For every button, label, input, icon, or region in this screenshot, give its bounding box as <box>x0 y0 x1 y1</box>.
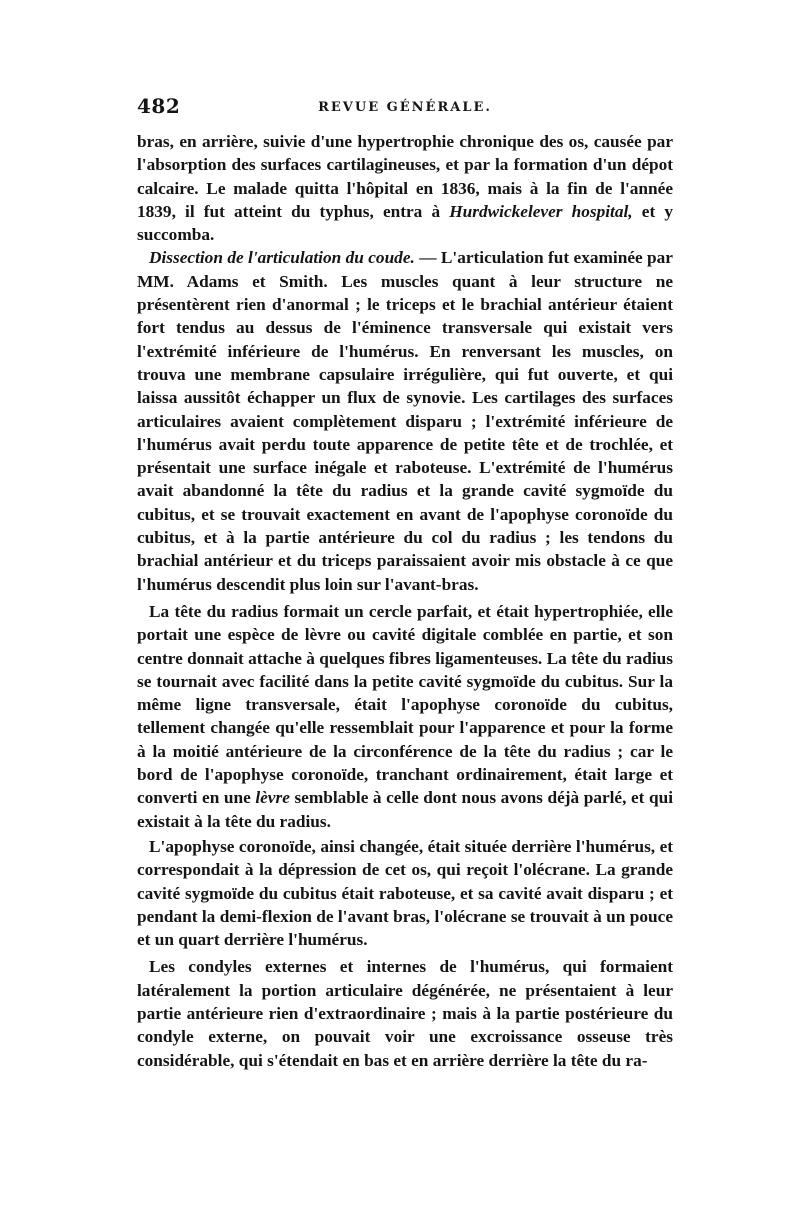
paragraph <box>137 955 673 1071</box>
paragraph <box>137 835 673 951</box>
text-run: — L'articulation fut examinée par MM. Adams et Smith. Les muscles quant à leur structure ne présentèrent rien d'anormal ; le triceps et le brachial antérieur étaient fort tendus au dessus de l'éminence transversale qui existait vers l'extrémité inférieure de l'humérus. En renversant les muscles, on trouva une membrane capsulaire irrégulière, qui fut ouverte, et qui laissa aussitôt échapper un flux de synovie. Les cartilages des surfaces articulaires avaient complètement disparu ; l'extrémité inférieure de l'humérus avait perdu toute apparence de petite tête et de trochlée, et présentait une surface inégale et raboteuse. L'extrémité de l'humérus avait abandonné la tête du radius et la grande cavité sygmoïde du cubitus, et se trouvait exactement en avant de l'apophyse coronoïde du cubitus, et à la partie antérieure du col du radius ; les tendons du brachial antérieur et du triceps paraissaient avoir mis obstacle à ce que l'humérus descendit plus loin sur l'avant-bras. <box>137 248 673 594</box>
paragraph <box>137 246 673 595</box>
running-head: REVUE GÉNÉRALE. <box>318 100 492 115</box>
text-run: L'apophyse coronoïde, ainsi changée, était située derrière l'humérus, et correspondait à la dépression de cet os, qui reçoit l'olécrane. La grande cavité sygmoïde du cubitus était raboteuse, et sa cavité avait disparu ; et pendant la demi-flexion de l'avant bras, l'olécrane se trouvait à un pouce et un quart derrière l'humérus. <box>137 836 673 950</box>
page-number: 482 <box>137 94 181 118</box>
section-heading: Dissection de l'articulation du coude. <box>149 248 415 268</box>
page-header <box>137 94 673 124</box>
paragraph <box>137 130 673 246</box>
text-run-italic: Hurdwickelever hospital, <box>449 201 633 221</box>
text-run: La tête du radius formait un cercle parfait, et était hypertrophiée, elle portait une espèce de lèvre ou cavité digitale comblée en partie, et son centre donnait attache à quelques fibres ligamenteuses. La tête du radius se tournait avec facilité dans la petite cavité sygmoïde du cubitus. Sur la même ligne transversale, était l'apophyse coronoïde du cubitus, tellement changée qu'elle ressemblait pour l'apparence et pour la forme à la moitié antérieure de la circonférence de la tête du radius ; car le bord de l'apophyse coronoïde, tranchant ordinairement, était large et converti en une <box>137 601 673 808</box>
text-run: et y succomba. <box>137 201 673 245</box>
text-run: Les condyles externes et internes de l'humérus, qui formaient latéralement la portion articulaire dégénérée, ne présentaient à leur partie antérieure rien d'extraordinaire ; mais à la partie postérieure du condyle externe, on pouvait voir une excroissance osseuse très considérable, qui s'étendait en bas et en arrière derrière la tête du ra- <box>137 957 673 1070</box>
text-run: semblable à celle dont nous avons déjà parlé, et qui existait à la tête du radius. <box>137 788 674 831</box>
text-run-italic: lèvre <box>255 788 290 808</box>
body-text <box>137 130 673 1072</box>
paragraph <box>137 600 673 833</box>
text-run: bras, en arrière, suivie d'une hypertrophie chronique des os, causée par l'absorption des surfaces cartilagineuses, et par la formation d'un dépot calcaire. Le malade quitta l'hôpital en 1836, mais à la fin de l'année 1839, il fut atteint du typhus, entra à <box>137 132 673 221</box>
